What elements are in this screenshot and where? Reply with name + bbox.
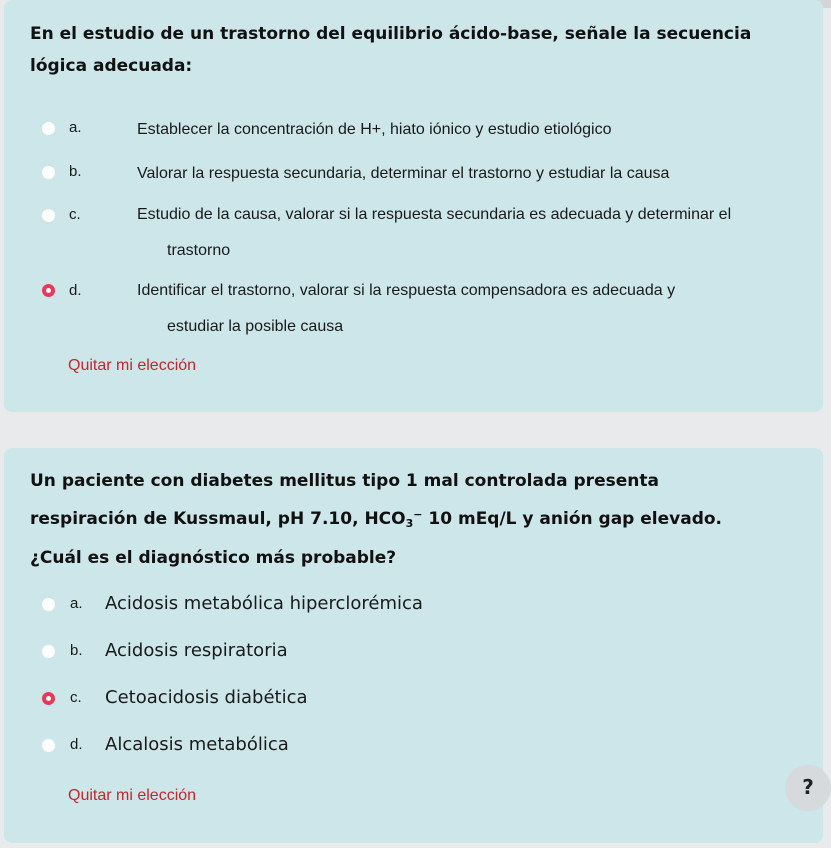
question-text-2-line2 <box>30 498 800 541</box>
q2-clear-choice-link[interactable]: Quitar mi elección <box>68 787 197 804</box>
q2-radio-d[interactable] <box>42 739 55 752</box>
q1-option-b-letter: b. <box>69 163 82 180</box>
q1-option-b-line1: Valorar la respuesta secundaria, determinar el trastorno y estudiar la causa <box>137 165 670 182</box>
question-text-2-line1: Un paciente con diabetes mellitus tipo 1 mal controlada presenta <box>30 471 659 491</box>
q1-option-d-line2: estudiar la posible causa <box>167 318 344 335</box>
q2-option-a-letter: a. <box>70 595 83 612</box>
q2-line2-post: 10 mEq/L y anión gap elevado. <box>422 509 723 529</box>
q2-radio-b[interactable] <box>42 645 55 658</box>
q1-radio-c[interactable] <box>42 209 55 222</box>
q1-option-d-text <box>137 273 805 345</box>
q1-option-c-line2: trastorno <box>167 242 231 259</box>
q1-option-a-letter: a. <box>69 119 82 136</box>
question-card-1 <box>4 0 823 412</box>
q2-option-d-letter: d. <box>70 736 83 753</box>
question-text-2 <box>30 464 800 575</box>
q2-line2-subscript: 3 <box>405 517 414 530</box>
q2-line2-superscript: − <box>413 508 423 521</box>
q2-line2-pre: respiración de Kussmaul, pH 7.10, HCO <box>30 509 406 529</box>
q2-option-a-text: Acidosis metabólica hiperclorémica <box>105 593 423 614</box>
q1-option-a-line1: Establecer la concentración de H+, hiato iónico y estudio etiológico <box>137 121 612 138</box>
q1-radio-d-selected[interactable] <box>42 284 55 297</box>
q1-option-d-line1: Identificar el trastorno, valorar si la respuesta compensadora es adecuada y <box>137 282 676 299</box>
question-text-1: En el estudio de un trastorno del equilibrio ácido-base, señale la secuencia lógica adecuada: <box>30 24 752 76</box>
q1-option-b-text <box>137 156 805 192</box>
q2-option-b-letter: b. <box>70 642 83 659</box>
question-text-2-line3: ¿Cuál es el diagnóstico más probable? <box>30 548 397 568</box>
q1-radio-a[interactable] <box>42 122 55 135</box>
q1-option-a-text <box>137 112 805 148</box>
q2-radio-a[interactable] <box>42 598 55 611</box>
q1-option-c-text <box>137 197 805 269</box>
q1-option-c-line1: Estudio de la causa, valorar si la respuesta secundaria es adecuada y determinar el <box>137 206 732 223</box>
q2-option-d-text: Alcalosis metabólica <box>105 734 289 755</box>
q2-option-c-letter: c. <box>70 689 82 706</box>
q2-option-b-text: Acidosis respiratoria <box>105 640 288 661</box>
q2-option-c-text: Cetoacidosis diabética <box>105 687 308 708</box>
q1-radio-b[interactable] <box>42 166 55 179</box>
q1-option-d-letter: d. <box>69 282 82 299</box>
question-card-2 <box>4 448 823 843</box>
help-button[interactable]: ? <box>785 765 831 811</box>
q1-clear-choice-link[interactable]: Quitar mi elección <box>68 357 197 374</box>
q2-radio-c-selected[interactable] <box>42 692 55 705</box>
q1-option-c-letter: c. <box>69 206 81 223</box>
